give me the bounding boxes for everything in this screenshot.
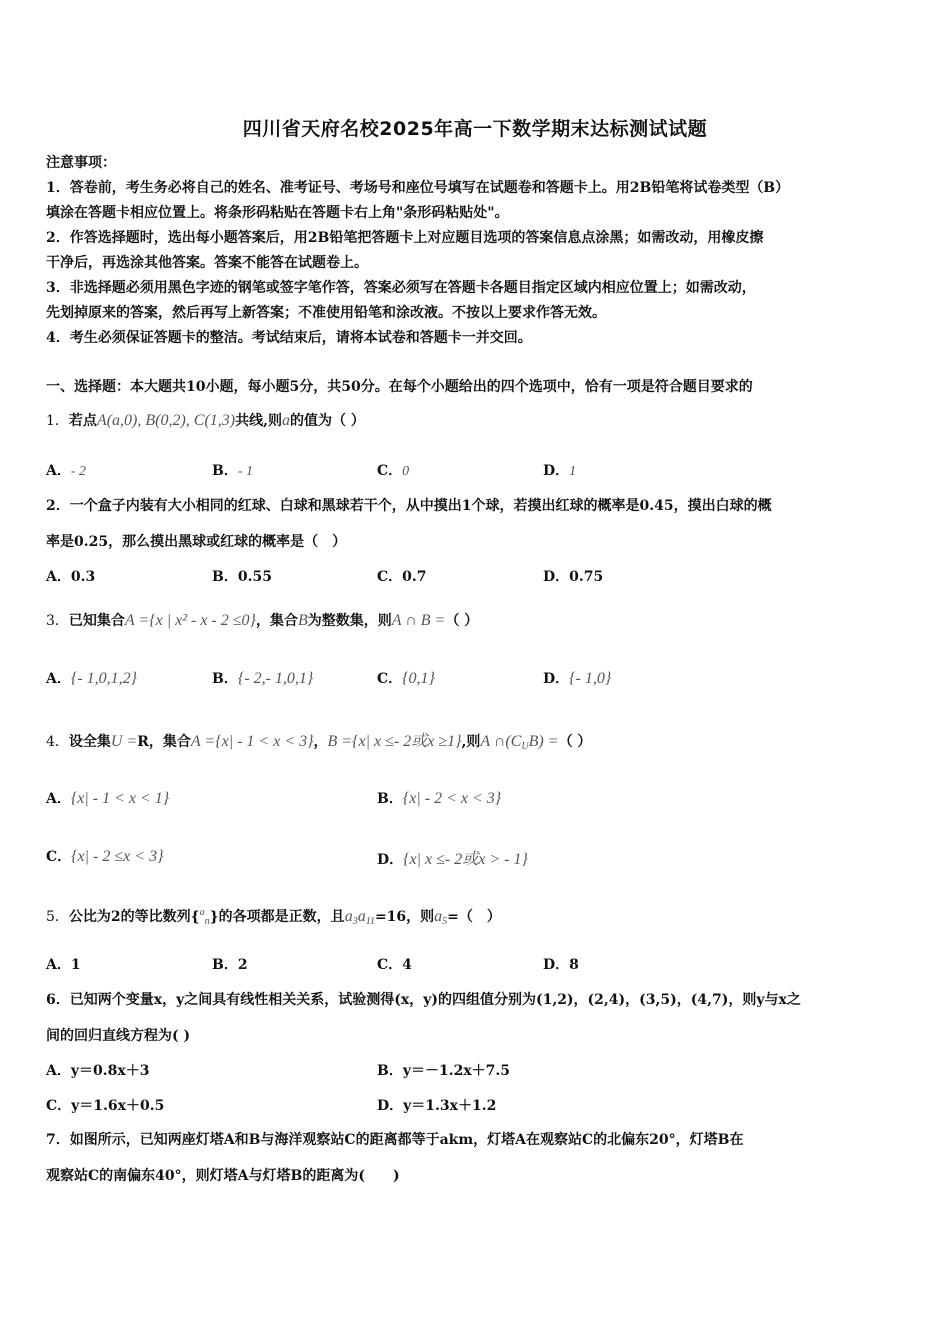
option-a[interactable]: A．y＝0.8x＋3 <box>46 1063 150 1079</box>
option-d[interactable]: D．{- 1,0} <box>543 670 612 687</box>
question-7-cont: 观察站C的南偏东40°，则灯塔A与灯塔B的距离为( ) <box>46 1168 400 1184</box>
notice-line: 4．考生必须保证答题卡的整洁。考试结束后，请将本试卷和答题卡一并交回。 <box>46 330 532 346</box>
option-a[interactable]: A．- 2 <box>46 463 87 479</box>
notice-line: 2．作答选择题时，选出每小题答案后，用2B铅笔把答题卡上对应题目选项的答案信息点涂黑；如需改动，用橡皮擦 <box>46 230 764 246</box>
set-a-expression: A ={x | x² - x - 2 ≤0} <box>124 612 256 629</box>
option-a[interactable]: A．{x| - 1 < x < 1} <box>46 790 170 807</box>
notice-heading: 注意事项： <box>46 155 116 171</box>
option-d[interactable]: D．8 <box>543 957 579 973</box>
option-b[interactable]: B．{x| - 2 < x < 3} <box>377 790 502 807</box>
notice-line: 1．答卷前，考生务必将自己的姓名、准考证号、考场号和座位号填写在试题卷和答题卡上。用2B铅笔将试卷类型（B） <box>46 180 790 196</box>
question-4: 4．设全集U =R，集合A ={x| - 1 < x < 3}，B ={x| x ≤- 2或x ≥1},则A $\cap(C_UB)$ =（ ） <box>46 733 592 752</box>
notice-line: 干净后，再选涂其他答案。答案不能答在试题卷上。 <box>46 255 368 271</box>
question-7: 7．如图所示，已知两座灯塔A和B与海洋观察站C的距离都等于akm，灯塔A在观察站C的北偏东20°，灯塔B在 <box>46 1132 744 1148</box>
option-d[interactable]: D．y＝1.3x＋1.2 <box>377 1098 497 1114</box>
set-b-expression: B ={x| x ≤- 2或x ≥1} <box>327 733 462 750</box>
notice-line: 先划掉原来的答案，然后再写上新答案；不准使用铅笔和涂改液。不按以上要求作答无效。 <box>46 305 606 321</box>
question-6: 6．已知两个变量x，y之间具有线性相关关系，试验测得(x，y)的四组值分别为(1,2)，(2,4)，(3,5)，(4,7)，则y与x之 <box>46 992 801 1008</box>
question-number: 1． <box>46 413 69 429</box>
option-a[interactable]: A．0.3 <box>46 569 96 585</box>
option-d[interactable]: D．{x| x ≤- 2或x > - 1} <box>377 851 528 868</box>
notice-line: 填涂在答题卡相应位置上。将条形码粘贴在答题卡右上角"条形码粘贴处"。 <box>46 205 509 221</box>
option-c[interactable]: C．y＝1.6x＋0.5 <box>46 1098 165 1114</box>
option-b[interactable]: B．0.55 <box>212 569 272 585</box>
option-b[interactable]: B．- 1 <box>212 463 254 479</box>
set-a-expression: A ={x| - 1 < x < 3} <box>190 733 314 750</box>
option-d[interactable]: D．0.75 <box>543 569 604 585</box>
question-5: 5．公比为2的等比数列{$^a_n$}的各项都是正数，且$a_3a_{11}=16$，则$a_5=$（ ） <box>46 907 501 927</box>
option-a[interactable]: A．1 <box>46 957 81 973</box>
page-title: 四川省天府名校2025年高一下数学期末达标测试试题 <box>242 118 708 140</box>
question-6-cont: 间的回归直线方程为( ) <box>46 1028 191 1044</box>
option-b[interactable]: B．y＝－1.2x＋7.5 <box>377 1063 511 1079</box>
option-b[interactable]: B．{- 2,- 1,0,1} <box>212 670 314 687</box>
option-c[interactable]: C．{x| - 2 ≤x < 3} <box>46 848 164 865</box>
option-c[interactable]: C．0 <box>377 463 410 479</box>
option-d[interactable]: D．1 <box>543 463 577 479</box>
option-c[interactable]: C．{0,1} <box>377 670 435 687</box>
points-expression: A(a,0), B(0,2), C(1,3) <box>96 412 236 429</box>
section-heading: 一、选择题：本大题共10小题，每小题5分，共50分。在每个小题给出的四个选项中，恰有一项是符合题目要求的 <box>46 379 753 395</box>
notice-line: 3．非选择题必须用黑色字迹的钢笔或签字笔作答，答案必须写在答题卡各题目指定区域内相应位置上；如需改动， <box>46 280 756 296</box>
question-1: 1．若点A(a,0), B(0,2), C(1,3)共线,则a的值为（ ） <box>46 412 365 429</box>
option-a[interactable]: A．{- 1,0,1,2} <box>46 670 137 687</box>
question-2: 2．一个盒子内装有大小相同的红球、白球和黑球若干个，从中摸出1个球，若摸出红球的概率是0.45，摸出白球的概 <box>46 498 772 514</box>
option-c[interactable]: C．4 <box>377 957 412 973</box>
question-3: 3．已知集合A ={x | x² - x - 2 ≤0}，集合B为整数集，则A ∩ B =（ ） <box>46 612 479 629</box>
option-b[interactable]: B．2 <box>212 957 248 973</box>
question-2-cont: 率是0.25，那么摸出黑球或红球的概率是（ ） <box>46 534 347 550</box>
option-c[interactable]: C．0.7 <box>377 569 427 585</box>
